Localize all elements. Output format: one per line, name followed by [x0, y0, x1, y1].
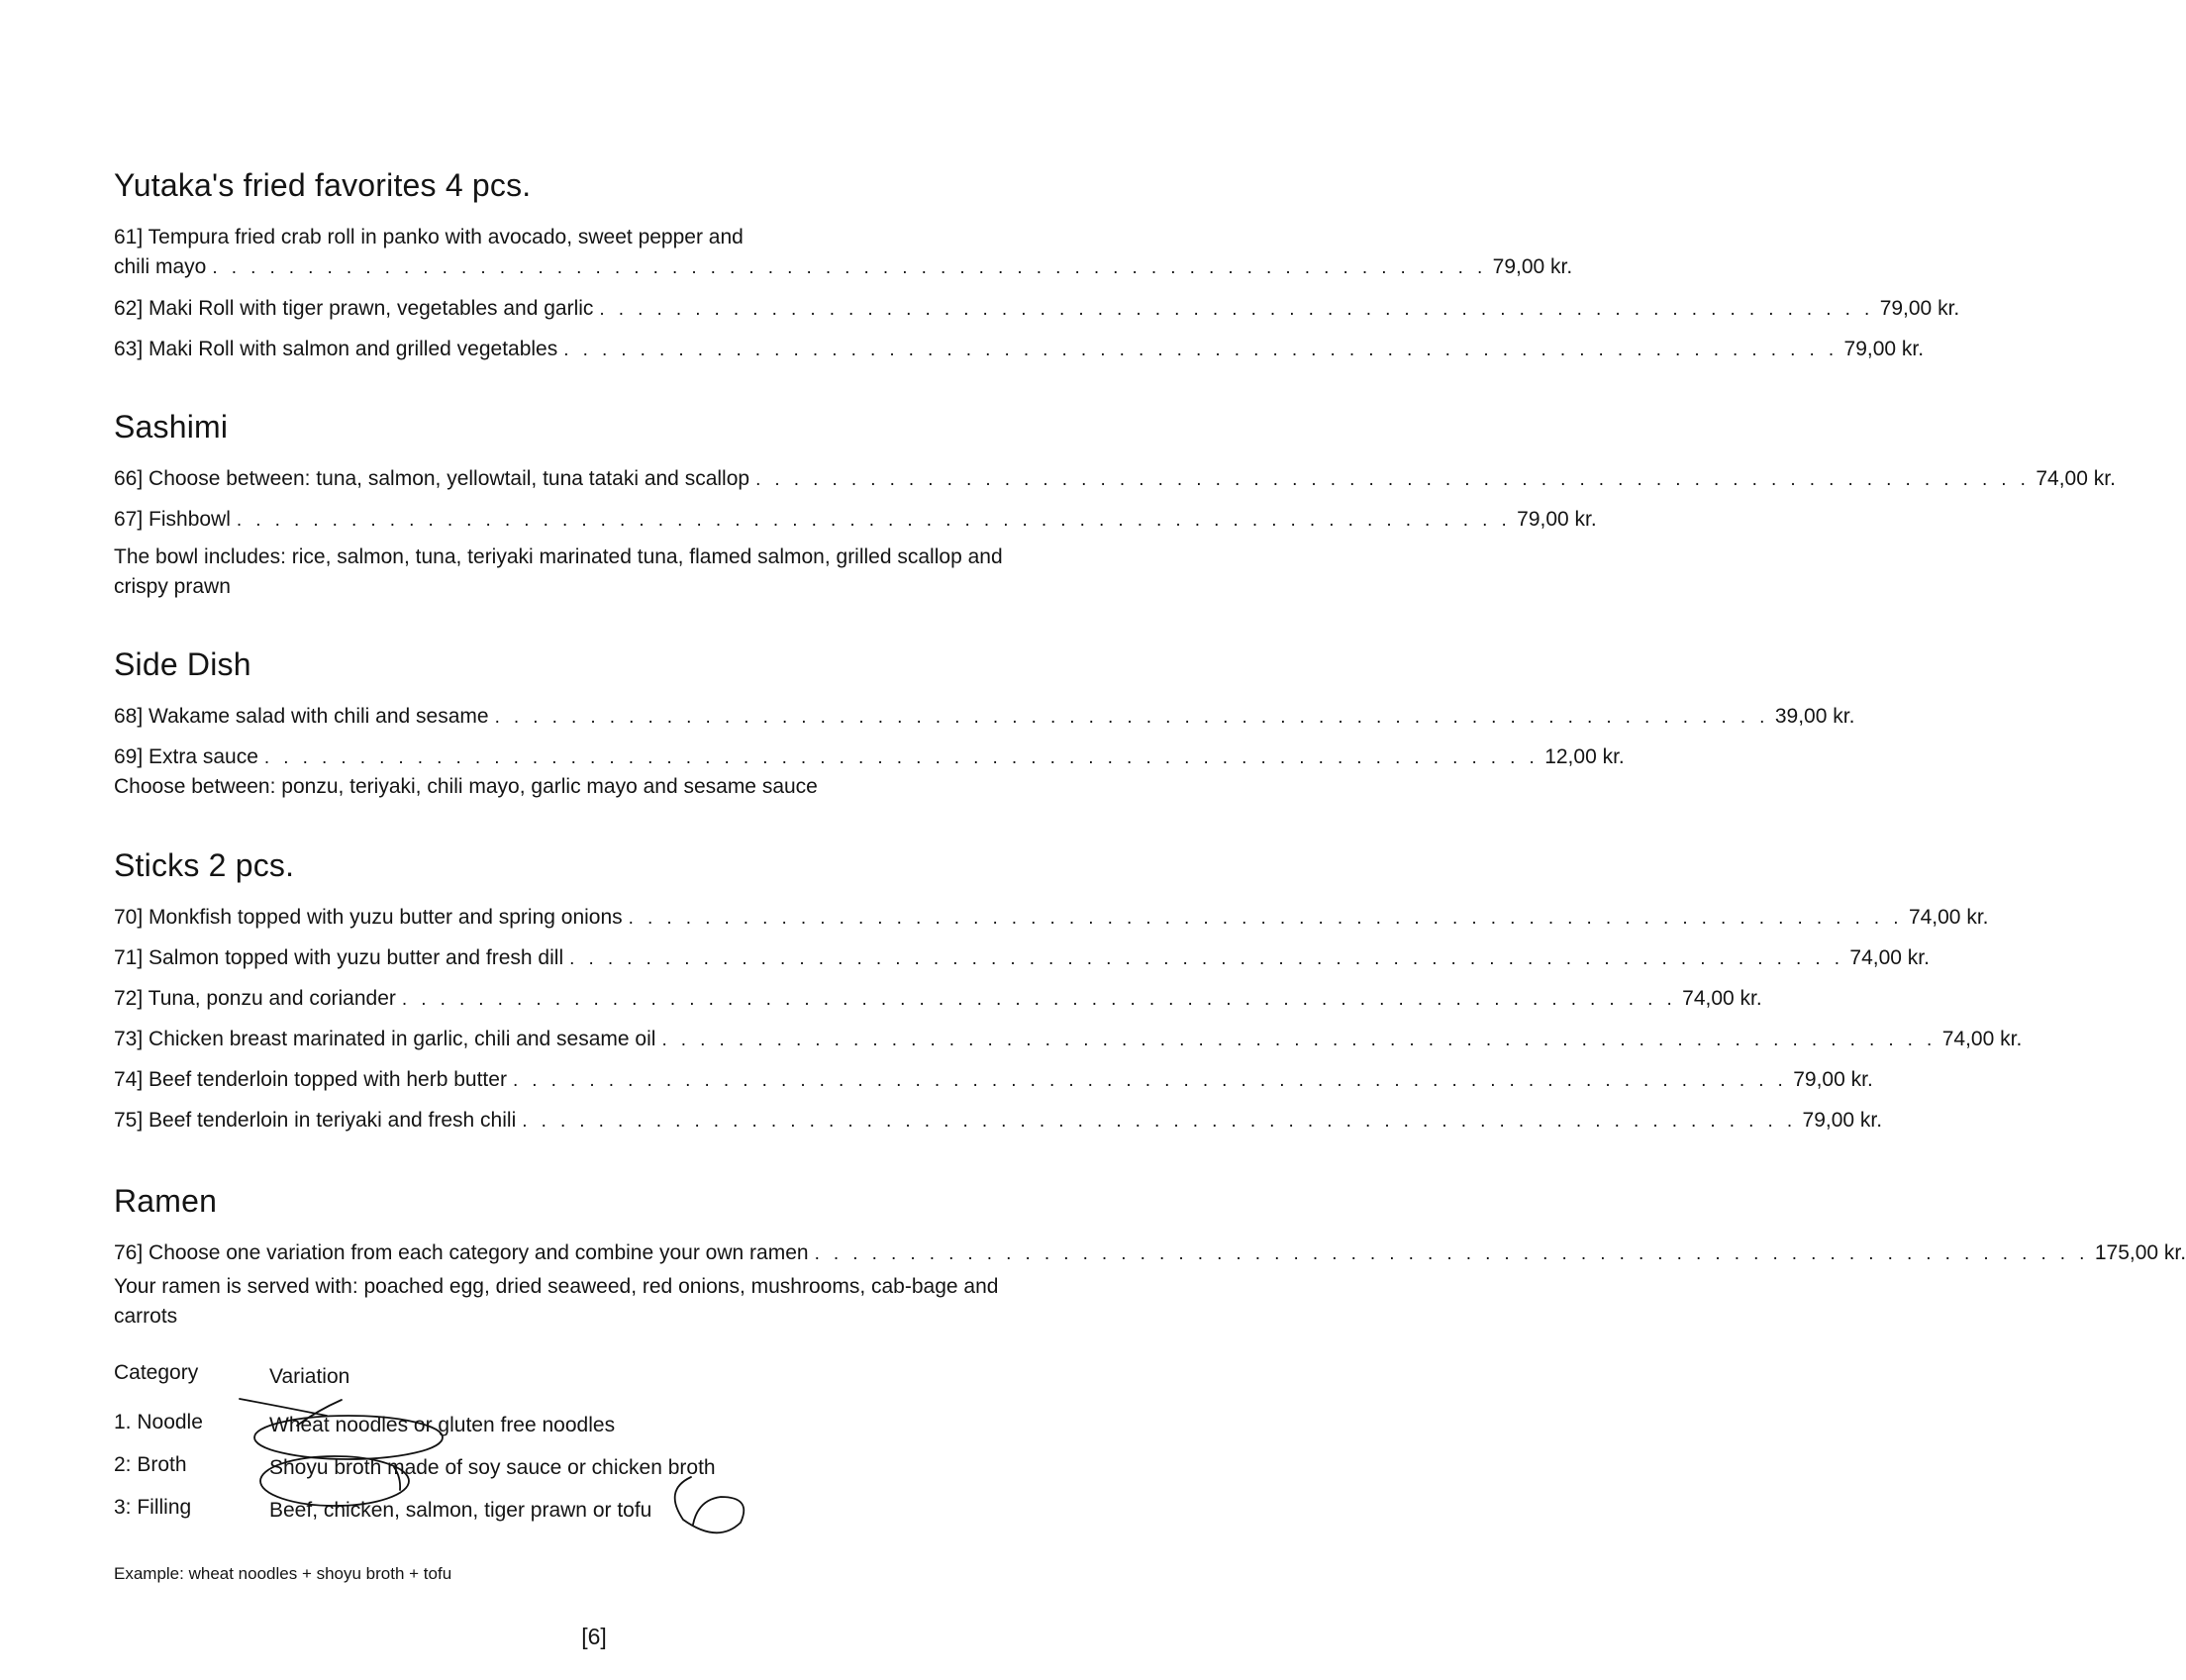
- item-price: 79,00 kr.: [1879, 297, 1960, 320]
- header-category: Category: [114, 1361, 199, 1384]
- menu-item-74: [114, 1065, 1873, 1096]
- item-price: 79,00 kr.: [1843, 338, 1925, 360]
- menu-item-66: [114, 464, 2116, 495]
- item-price: 39,00 kr.: [1774, 705, 1855, 728]
- item-label: 62] Maki Roll with tiger prawn, vegetables and garlic: [114, 297, 594, 320]
- dot-leader: . . . . . . . . . . . . . . . . . . . . . . . . . . . . . . . . . . . . . . . . . . . . . . . . . . . . . . . . . . . . . . . . . . .: [522, 1111, 1797, 1132]
- dot-leader: . . . . . . . . . . . . . . . . . . . . . . . . . . . . . . . . . . . . . . . . . . . . . . . . . . . . . . . . . . . . . . . . . . .: [661, 1030, 1937, 1050]
- category-filling: 3: Filling: [114, 1496, 192, 1519]
- item-price: 79,00 kr.: [1492, 255, 1573, 278]
- item-price: 74,00 kr.: [1941, 1028, 2023, 1050]
- dot-leader: . . . . . . . . . . . . . . . . . . . . . . . . . . . . . . . . . . . . . . . . . . . . . . . . . . . . . . . . . . . . . . . . . . .: [814, 1243, 2089, 1264]
- page-number: [6]: [581, 1624, 607, 1649]
- item-label: chili mayo: [114, 255, 207, 278]
- dot-leader: . . . . . . . . . . . . . . . . . . . . . . . . . . . . . . . . . . . . . . . . . . . . . . . . . . . . . . . . . . . . . . . . . . .: [563, 340, 1838, 360]
- item-price: 79,00 kr.: [1802, 1109, 1883, 1132]
- dot-leader: . . . . . . . . . . . . . . . . . . . . . . . . . . . . . . . . . . . . . . . . . . . . . . . . . . . . . . . . . . . . . . . . . . .: [212, 257, 1487, 278]
- item-label: 71] Salmon topped with yuzu butter and fresh dill: [114, 946, 564, 969]
- item-price: 79,00 kr.: [1517, 508, 1597, 531]
- item-label: 68] Wakame salad with chili and sesame: [114, 705, 489, 728]
- item-description: 61] Tempura fried crab roll in panko with avocado, sweet pepper and: [114, 226, 744, 248]
- section-title: Sticks 2 pcs.: [114, 847, 295, 883]
- section-sticks: [114, 847, 2023, 1132]
- circle-tofu: [675, 1477, 745, 1532]
- dot-leader: . . . . . . . . . . . . . . . . . . . . . . . . . . . . . . . . . . . . . . . . . . . . . . . . . . . . . . . . . . . . . . . . . . .: [512, 1070, 1788, 1091]
- menu-item-67: [114, 505, 1597, 536]
- menu-item-68: [114, 702, 1855, 733]
- item-price: 74,00 kr.: [1849, 946, 1930, 969]
- variation-broth: Shoyu broth made of soy sauce or chicken broth: [269, 1456, 716, 1479]
- item-label: 74] Beef tenderloin topped with herb butter: [114, 1068, 507, 1091]
- item-price: 12,00 kr.: [1544, 745, 1625, 768]
- section-title: Yutaka's fried favorites 4 pcs.: [114, 167, 532, 203]
- item-label: 67] Fishbowl: [114, 508, 231, 531]
- dot-leader: . . . . . . . . . . . . . . . . . . . . . . . . . . . . . . . . . . . . . . . . . . . . . . . . . . . . . . . . . . . . . . . . . . .: [401, 989, 1677, 1010]
- example-text: Example: wheat noodles + shoyu broth + tofu: [114, 1564, 452, 1583]
- menu-item-75: [114, 1106, 1883, 1136]
- item-label: 72] Tuna, ponzu and coriander: [114, 987, 396, 1010]
- item-price: 175,00 kr.: [2094, 1241, 2186, 1264]
- dot-leader: . . . . . . . . . . . . . . . . . . . . . . . . . . . . . . . . . . . . . . . . . . . . . . . . . . . . . . . . . . . . . . . . . . .: [569, 948, 1844, 969]
- menu-item-73: [114, 1025, 2023, 1055]
- item-note: Your ramen is served with: poached egg, dried seaweed, red onions, mushrooms, cab-bage and carrots: [114, 1275, 999, 1328]
- category-broth: 2: Broth: [114, 1453, 187, 1476]
- item-label: 70] Monkfish topped with yuzu butter and spring onions: [114, 906, 623, 929]
- menu-item-61: [114, 223, 1573, 283]
- menu-item-69: [114, 742, 1625, 773]
- section-side-dish: [114, 646, 1855, 798]
- item-label: 76] Choose one variation from each category and combine your own ramen: [114, 1241, 809, 1264]
- item-label: 63] Maki Roll with salmon and grilled vegetables: [114, 338, 558, 360]
- section-sashimi: [114, 409, 2116, 598]
- menu-item-70: [114, 903, 1989, 934]
- menu-item-71: [114, 943, 1930, 974]
- variation-filling: Beef, chicken, salmon, tiger prawn or tofu: [269, 1499, 652, 1522]
- item-label: 75] Beef tenderloin in teriyaki and fresh chili: [114, 1109, 517, 1132]
- menu-item-72: [114, 984, 1762, 1015]
- item-price: 74,00 kr.: [1908, 906, 1989, 929]
- header-variation: Variation: [269, 1365, 350, 1388]
- dot-leader: . . . . . . . . . . . . . . . . . . . . . . . . . . . . . . . . . . . . . . . . . . . . . . . . . . . . . . . . . . . . . . . . . . .: [494, 707, 1769, 728]
- item-price: 74,00 kr.: [2036, 467, 2116, 490]
- item-price: 79,00 kr.: [1793, 1068, 1873, 1091]
- item-price: 74,00 kr.: [1682, 987, 1762, 1010]
- menu-item-62: [114, 294, 1960, 325]
- section-fried-favorites: [114, 167, 1960, 360]
- item-note: Choose between: ponzu, teriyaki, chili mayo, garlic mayo and sesame sauce: [114, 775, 818, 798]
- dot-leader: . . . . . . . . . . . . . . . . . . . . . . . . . . . . . . . . . . . . . . . . . . . . . . . . . . . . . . . . . . . . . . . . . . .: [628, 908, 1903, 929]
- item-note: The bowl includes: rice, salmon, tuna, teriyaki marinated tuna, flamed salmon, grilled scallop and crispy prawn: [114, 545, 1003, 598]
- section-title: Side Dish: [114, 646, 251, 682]
- dot-leader: . . . . . . . . . . . . . . . . . . . . . . . . . . . . . . . . . . . . . . . . . . . . . . . . . . . . . . . . . . . . . . . . . . .: [263, 747, 1540, 768]
- section-title: Ramen: [114, 1183, 218, 1219]
- menu-item-63: [114, 335, 1925, 365]
- item-label: 69] Extra sauce: [114, 745, 258, 768]
- variation-noodle: Wheat noodles or gluten free noodles: [269, 1414, 616, 1436]
- category-noodle: 1. Noodle: [114, 1411, 203, 1433]
- dot-leader: . . . . . . . . . . . . . . . . . . . . . . . . . . . . . . . . . . . . . . . . . . . . . . . . . . . . . . . . . . . . . . . . . . .: [755, 469, 2031, 490]
- item-label: 66] Choose between: tuna, salmon, yellowtail, tuna tataki and scallop: [114, 467, 750, 490]
- item-label: 73] Chicken breast marinated in garlic, chili and sesame oil: [114, 1028, 656, 1050]
- section-title: Sashimi: [114, 409, 229, 445]
- section-ramen: [114, 1183, 2186, 1328]
- dot-leader: . . . . . . . . . . . . . . . . . . . . . . . . . . . . . . . . . . . . . . . . . . . . . . . . . . . . . . . . . . . . . . . . . . .: [236, 510, 1512, 531]
- dot-leader: . . . . . . . . . . . . . . . . . . . . . . . . . . . . . . . . . . . . . . . . . . . . . . . . . . . . . . . . . . . . . . . . . . .: [599, 299, 1874, 320]
- menu-item-76: [114, 1238, 2186, 1269]
